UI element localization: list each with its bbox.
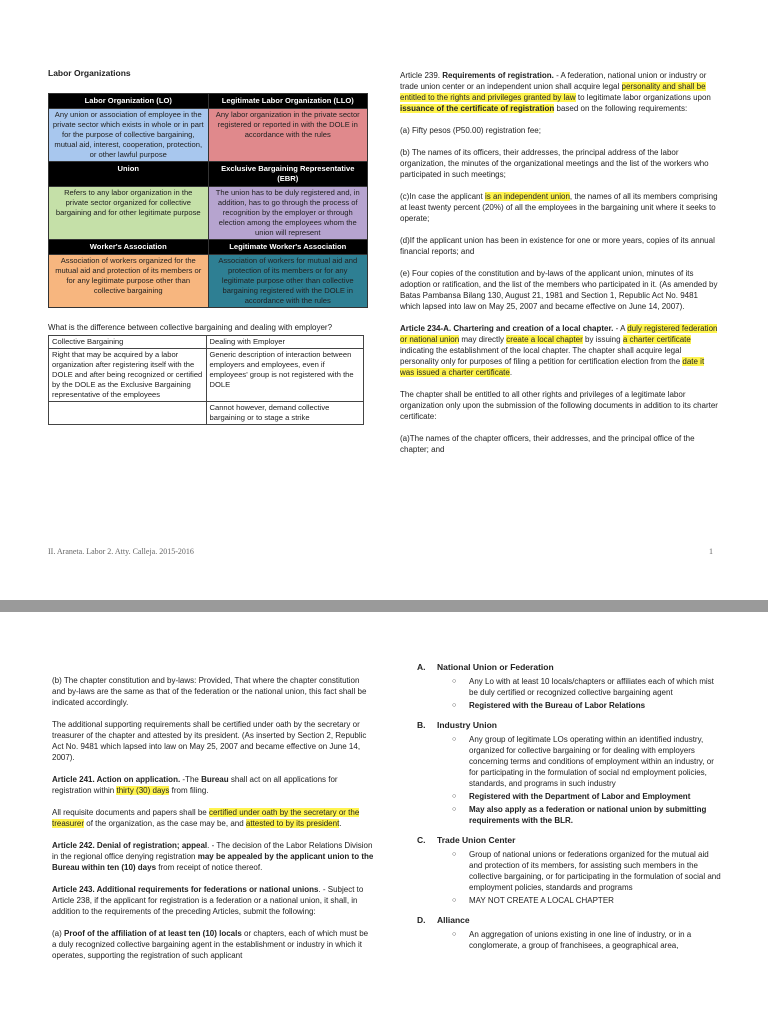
- section-letter: A.: [417, 662, 426, 672]
- table-row: [49, 349, 364, 402]
- chapter-requirement-b: (b) The chapter constitution and by-laws: Provided, That where the chapter constitution and by-laws are the same as that of the federation or the national union, this fact shall be indicated accordingly.: [52, 676, 367, 707]
- comparison-table: [48, 335, 364, 425]
- section-heading: Labor Organizations: [48, 68, 131, 78]
- comparison-question: What is the difference between collective bargaining and dealing with employer?: [48, 323, 333, 332]
- bullet-list: [417, 676, 722, 711]
- section-title-text: Trade Union Center: [437, 835, 516, 845]
- section-title: [417, 915, 722, 926]
- table-header-cell: Exclusive Bargaining Representative (EBR): [208, 162, 368, 187]
- list-item: ○ Any Lo with at least 10 locals/chapters or affiliates each of which mist be duly certified or recognized collective bargaining agent: [469, 676, 722, 698]
- table-header-row: [49, 94, 368, 109]
- table-header-row: [49, 240, 368, 255]
- section-title: [417, 662, 722, 673]
- page-footer: II. Araneta. Labor 2. Atty. Calleja. 2015-2016: [48, 547, 194, 556]
- table-header-cell: Dealing with Employer: [206, 336, 364, 349]
- list-item: ○ MAY NOT CREATE A LOCAL CHAPTER: [469, 895, 722, 906]
- table-header-cell: Labor Organization (LO): [49, 94, 209, 109]
- bullet-list: [417, 734, 722, 826]
- list-item: ○ Registered with the Department of Labor and Employment: [469, 791, 722, 802]
- table-header-row: [49, 162, 368, 187]
- organization-type-section: [417, 662, 722, 711]
- table-row: [49, 255, 368, 308]
- list-item: ○ Any group of legitimate LOs operating within an identified industry, organized for collective bargaining or for dealing with employers concerning terms and conditions of employment within an industry, or for participating in the formulation of social nd employment policies, standards, and programs in such industry: [469, 734, 722, 789]
- table-row: [49, 187, 368, 240]
- requirement-b: (b) The names of its officers, their addresses, the principal address of the labor organization, the minutes of the organizational meetings and the list of the workers who participated in such meetings;: [400, 148, 709, 179]
- left-column-2: [52, 675, 374, 972]
- table-cell: Association of workers for mutual aid and protection of its members or for any legitimate purpose other than collective bargaining registered with the DOLE in accordance with the rules: [208, 255, 368, 308]
- section-title-text: National Union or Federation: [437, 662, 554, 672]
- requisite-documents: All requisite documents and papers shall be certified under oath by the secretary or the treasurer of the organization, as the case may be, and attested to by its president.: [52, 808, 360, 828]
- section-letter: D.: [417, 915, 426, 925]
- table-cell: The union has to be duly registered and, in addition, has to go through the process of recognition by the employer or through election among the employees whom the union will represent: [208, 187, 368, 240]
- labor-organization-table: [48, 93, 368, 308]
- article-234a: Article 234-A. Chartering and creation of a local chapter. - A duly registered federation or national union may directly create a local chapter by issuing a charter certificate indicating the establishment of the local chapter. The chapter shall acquire legal personality only for purposes of filing a petition for certification election from the date it was issued a charter certificate.: [400, 324, 718, 377]
- section-letter: B.: [417, 720, 426, 730]
- list-item: ○ Group of national unions or federations organized for the mutual aid and protection of its members, for assisting such members in the collective bargaining, or for participating in the formulation of social and employment policies, standards and programs: [469, 849, 722, 893]
- left-column: [48, 68, 368, 425]
- right-column: [400, 70, 720, 466]
- table-cell: [49, 402, 207, 425]
- section-title-text: Industry Union: [437, 720, 497, 730]
- article-243-a: (a) Proof of the affiliation of at least ten (10) locals or chapters, each of which must be a duly recognized collective bargaining agent in the establishment or industry in which it operates, supporting the registration of such applicant: [52, 929, 369, 960]
- requirement-e: (e) Four copies of the constitution and by-laws of the applicant union, minutes of its adoption or ratification, and the list of the members who participated in it. (As amended by Batas Pambansa Bilang 130, August 21, 1981 and Section 1, Republic Act No. 9481 which lapsed into law on May 25, 2007 and became effective on June 14, 2007).: [400, 269, 718, 311]
- article-243: Article 243. Additional requirements for federations or national unions. - Subject to Article 238, if the applicant for registration is a federation or a national union, it shall, in addition to the requirements of the preceding Articles, submit the following:: [52, 885, 364, 916]
- bullet-list: [417, 849, 722, 906]
- article-241: Article 241. Action on application. -The Bureau shall act on all applications for registration within thirty (30) days from filing.: [52, 775, 338, 795]
- requirement-d: (d)If the applicant union has been in existence for one or more years, copies of its annual financial reports; and: [400, 236, 715, 256]
- table-header-cell: Worker's Association: [49, 240, 209, 255]
- organization-type-section: [417, 720, 722, 826]
- table-header-cell: Collective Bargaining: [49, 336, 207, 349]
- page-number: 1: [709, 547, 713, 556]
- table-header-cell: Union: [49, 162, 209, 187]
- requirement-a: (a) Fifty pesos (P50.00) registration fee;: [400, 126, 541, 135]
- table-cell: Cannot however, demand collective bargaining or to stage a strike: [206, 402, 364, 425]
- additional-requirements: The additional supporting requirements shall be certified under oath by the secretary or treasurer of the chapter and attested by its president. (As inserted by Section 2, Republic Act No. 9481 which lapsed into law on May 25, 2007 and became effective on June 14, 2007).: [52, 720, 367, 762]
- article-242: Article 242. Denial of registration; appeal. - The decision of the Labor Relations Division in the regional office denying registration may be appealed by the applicant union to the Bureau within ten (10) days from receipt of notice thereof.: [52, 841, 374, 872]
- organization-type-section: [417, 835, 722, 906]
- document-page-2: [0, 612, 768, 1024]
- organization-type-section: [417, 915, 722, 951]
- bullet-list: [417, 929, 722, 951]
- list-item: ○ Registered with the Bureau of Labor Relations: [469, 700, 722, 711]
- right-column-2: [417, 662, 722, 960]
- table-cell: Any union or association of employee in the private sector which exists in whole or in part for the purpose of collective bargaining, mutual aid, interest, cooperation, protection, or other lawful purpose: [49, 109, 209, 162]
- table-row: [49, 402, 364, 425]
- table-cell: Right that may be acquired by a labor organization after registering itself with the DOLE and after being recognized or certified by the DOLE as the Exclusive Bargaining representative of the employees: [49, 349, 207, 402]
- table-cell: Any labor organization in the private sector registered or reported in with the DOLE in accordance with the rules: [208, 109, 368, 162]
- table-row: [49, 109, 368, 162]
- article-239: Article 239. Requirements of registration. - A federation, national union or industry or trade union center or an independent union shall acquire legal personality and shall be entitled to the rights and privileges granted by law to legitimate labor organizations upon issuance of the certificate of registration based on the following requirements:: [400, 71, 711, 113]
- table-cell: Association of workers organized for the mutual aid and protection of its members or for any legitimate purpose other than collective bargaining: [49, 255, 209, 308]
- table-cell: Refers to any labor organization in the private sector organized for collective bargaining and for other legitimate purpose: [49, 187, 209, 240]
- chapter-paragraph: The chapter shall be entitled to all other rights and privileges of a legitimate labor organization only upon the submission of the following documents in addition to its charter certificate:: [400, 390, 718, 421]
- table-header-cell: Legitimate Worker's Association: [208, 240, 368, 255]
- section-title: [417, 720, 722, 731]
- requirement-c: (c)In case the applicant is an independent union, the names of all its members comprising at least twenty percent (20%) of all the employees in the bargaining unit where it seeks to operate;: [400, 192, 718, 223]
- section-title: [417, 835, 722, 846]
- section-letter: C.: [417, 835, 426, 845]
- table-cell: Generic description of interaction between employers and employees, even if employees' group is not registered with the DOLE: [206, 349, 364, 402]
- table-header-row: [49, 336, 364, 349]
- list-item: ○ An aggregation of unions existing in one line of industry, or in a conglomerate, a group of franchisees, a geographical area,: [469, 929, 722, 951]
- list-item: ○ May also apply as a federation or national union by submitting requirements with the BLR.: [469, 804, 722, 826]
- chapter-requirement-a: (a)The names of the chapter officers, their addresses, and the principal office of the chapter; and: [400, 434, 695, 454]
- table-header-cell: Legitimate Labor Organization (LLO): [208, 94, 368, 109]
- section-title-text: Alliance: [437, 915, 470, 925]
